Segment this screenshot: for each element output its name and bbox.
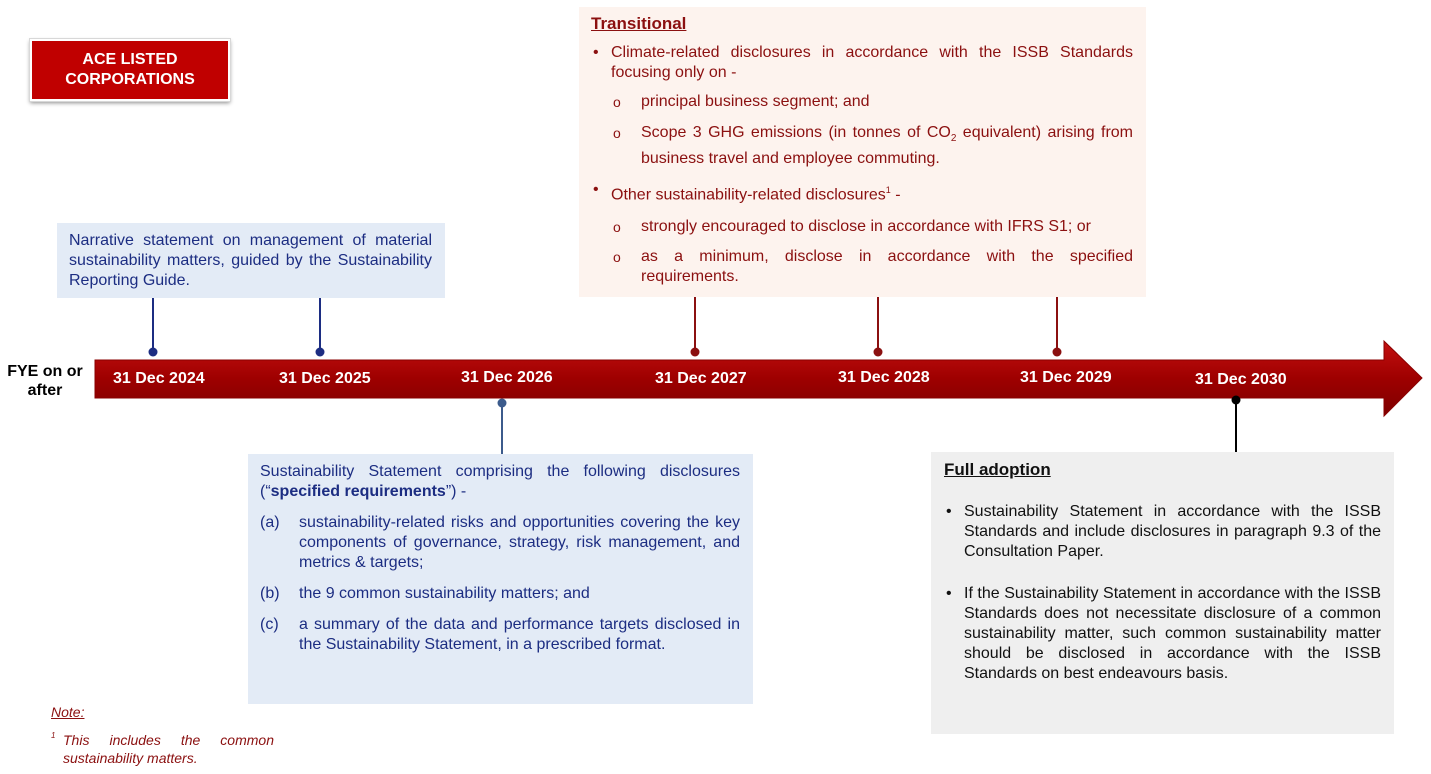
dot-2029 <box>1053 348 1062 357</box>
fye-label: FYE on or after <box>7 363 83 399</box>
footnote-text: This includes the common sustainability matters. <box>63 732 274 766</box>
transitional-bullet-climate: • Climate-related disclosures in accordance with the ISSB Standards focusing only on - <box>591 43 1133 83</box>
badge-line-2: CORPORATIONS <box>65 71 195 88</box>
dot-2028 <box>874 348 883 357</box>
specified-requirements-intro: Sustainability Statement comprising the following disclosures (“specified requirements”) - <box>260 463 740 500</box>
footnote <box>51 731 274 767</box>
date-2026: 31 Dec 2026 <box>461 369 553 386</box>
date-2024: 31 Dec 2024 <box>113 370 205 387</box>
full-adoption-bullet-1: • Sustainability Statement in accordance with the ISSB Standards and include disclosures in paragraph 9.3 of the Consultation Paper. <box>944 502 1381 562</box>
dot-2030 <box>1232 396 1241 405</box>
full-adoption-title: Full adoption <box>944 460 1051 479</box>
specified-item-c: (c) a summary of the data and performance targets disclosed in the Sustainability Statement, in a prescribed format. <box>260 616 740 653</box>
transitional-sub-minimum: o as a minimum, disclose in accordance with the specified requirements. <box>611 247 1133 287</box>
date-2028: 31 Dec 2028 <box>838 369 930 386</box>
specified-requirements-term: specified requirements <box>270 483 446 500</box>
specified-item-a: (a) sustainability-related risks and opportunities covering the key components of governance, strategy, risk management, and metrics & targets; <box>260 514 740 571</box>
transitional-sub-principal-segment: o principal business segment; and <box>611 92 1133 112</box>
full-adoption-box <box>931 452 1394 734</box>
footnote-marker: 1 <box>51 731 56 740</box>
date-2029: 31 Dec 2029 <box>1020 369 1112 386</box>
transitional-sub-scope3: o Scope 3 GHG emissions (in tonnes of $CO_2$ equivalent) arising from business travel and employee commuting. <box>611 123 1133 169</box>
dot-2025 <box>316 348 325 357</box>
dot-2024 <box>149 348 158 357</box>
dot-2026 <box>498 399 507 408</box>
date-2027: 31 Dec 2027 <box>655 370 747 387</box>
specified-requirements-box <box>248 454 753 704</box>
badge-line-1: ACE LISTED <box>82 51 178 68</box>
specified-item-b: (b) the 9 common sustainability matters; and <box>260 585 590 602</box>
dot-2027 <box>691 348 700 357</box>
transitional-bullet-other: • Other sustainability-related disclosures$^1$ - <box>591 180 1133 205</box>
date-2030: 31 Dec 2030 <box>1195 371 1287 388</box>
transitional-title: Transitional <box>591 14 687 33</box>
narrative-statement-text: Narrative statement on management of material sustainability matters, guided by the Sustainability Reporting Guide. <box>69 232 432 289</box>
note-label: Note: <box>51 704 85 720</box>
full-adoption-bullet-2: • If the Sustainability Statement in accordance with the ISSB Standards does not necessitate disclosure of a common sustainability matter, such common sustainability matter should be disclosed in accordance with the ISSB Standards on best endeavours basis. <box>944 584 1381 684</box>
date-2025: 31 Dec 2025 <box>279 370 371 387</box>
transitional-sub-encouraged: o strongly encouraged to disclose in accordance with IFRS S1; or <box>611 217 1133 237</box>
